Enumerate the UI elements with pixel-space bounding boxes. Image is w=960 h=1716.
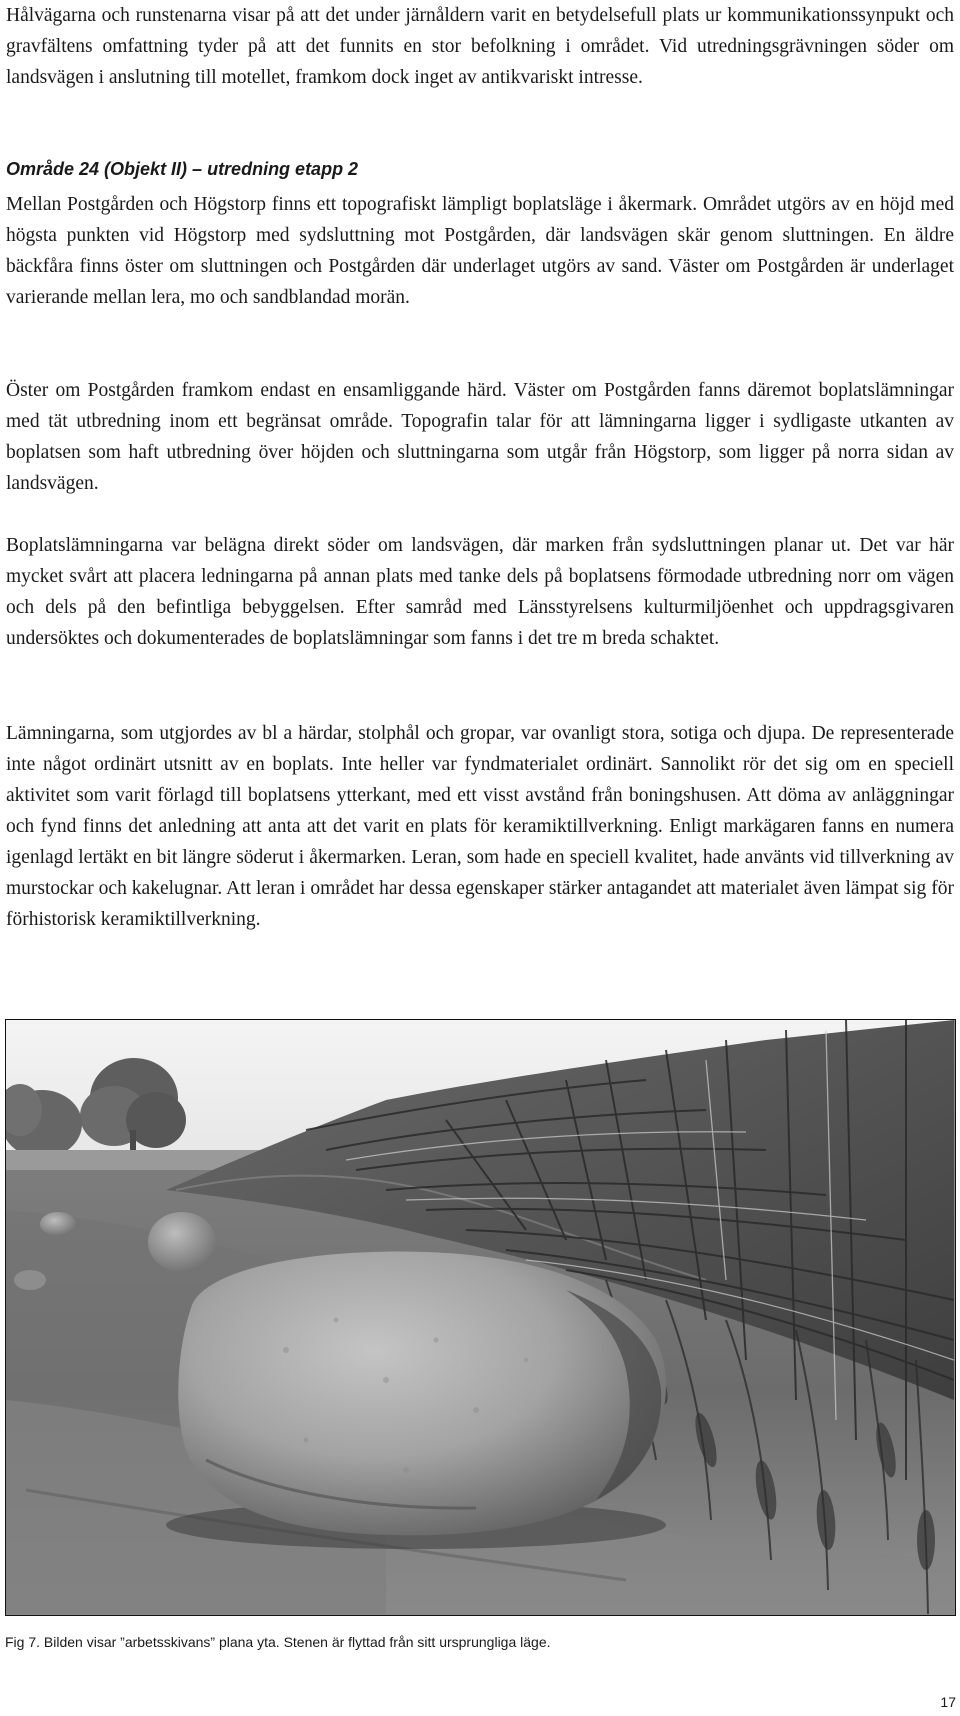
topography-paragraph: Mellan Postgården och Högstorp finns ett topografiskt lämpligt boplatsläge i åkermark. Området utgörs av en höjd med högsta punkten vid Högstorp med sydsluttning mot Postgården, där landsvägen skär genom sluttningen. En äldre bäckfåra finns öster om sluttningen och Postgården där underlaget utgörs av sand. Väster om Postgården är underlaget varierande mellan lera, mo och sandblandad morän.	[6, 194, 954, 308]
findings-paragraph: Öster om Postgården framkom endast en ensamliggande härd. Väster om Postgården fanns däremot boplatslämningar med tät utbredning inom ett begränsat område. Topografin talar för att lämningarna ligger i sydligaste utkanten av boplatsen som haft utbredning över höjden och sluttningarna som utgår från Högstorp, som ligger på norra sidan av landsvägen.	[6, 380, 954, 494]
location-paragraph: Boplatslämningarna var belägna direkt söder om landsvägen, där marken från sydsluttningen planar ut. Det var här mycket svårt att placera ledningarna på annan plats med tanke dels på boplatsens förmodade utbredning norr om vägen och dels på den befintliga bebyggelsen. Efter samråd med Länsstyrelsens kulturmiljöenhet och uppdragsgivaren undersöktes och dokumenterades de boplatslämningar som fanns i det tre m breda schaktet.	[6, 535, 954, 649]
interpretation-paragraph: Lämningarna, som utgjordes av bl a härdar, stolphål och gropar, var ovanligt stora, sotiga och djupa. De representerade inte något ordinärt utsnitt av en boplats. Inte heller var fyndmaterialet ordinärt. Sannolikt rör det sig om en speciell aktivitet som varit förlagd till boplatsens ytterkant, med ett visst avstånd från boningshusen. Att döma av anläggningar och fynd finns det anledning att anta att det varit en plats för keramiktillverkning. Enligt markägaren fanns en numera igenlagd lertäkt en bit längre söderut i åkermarken. Leran, som hade en speciell kvalitet, hade använts vid tillverkning av murstockar och kakelugnar. Att leran i området har dessa egenskaper stärker antagandet att materialet även lämpat sig för förhistorisk keramiktillverkning.	[6, 723, 954, 930]
figure-caption: Fig 7. Bilden visar ”arbetsskivans” plana yta. Stenen är flyttad från sitt ursprungliga läge.	[5, 1634, 551, 1650]
section-heading: Område 24 (Objekt II) – utredning etapp 2	[6, 159, 359, 179]
figure-photo	[5, 1019, 956, 1616]
page-number: 17	[940, 1694, 956, 1710]
intro-paragraph: Hålvägarna och runstenarna visar på att det under järnåldern varit en betydelsefull plats ur kommunikationssynpukt och gravfältens omfattning tyder på att det funnits en stor befolkning i området. Vid utredningsgrävningen söder om landsvägen i anslutning till motellet, framkom dock inget av antikvariskt intresse.	[6, 5, 954, 88]
